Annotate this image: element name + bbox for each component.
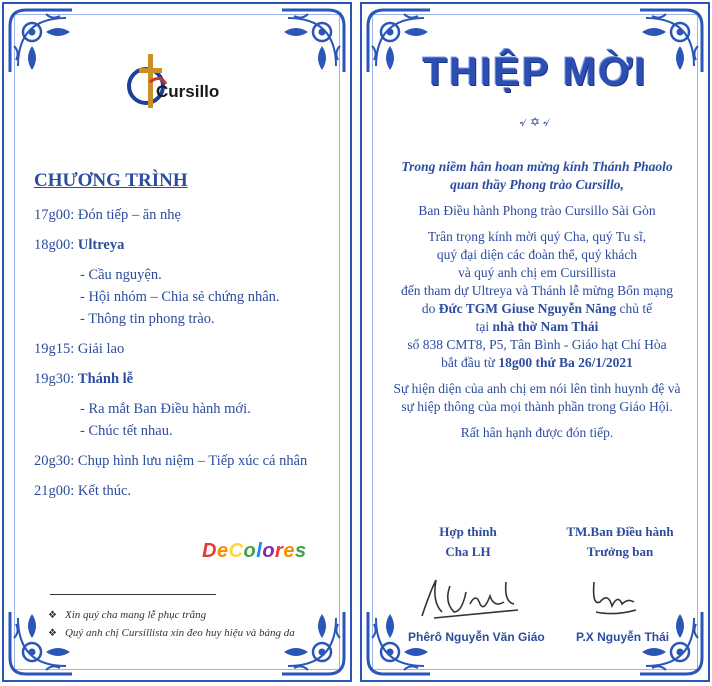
program-panel: [2, 2, 352, 682]
schedule-subitem: - Ra mắt Ban Điều hành mới.: [80, 401, 251, 417]
signatory-right-name: P.X Nguyễn Thái: [576, 630, 670, 644]
schedule-subitem: - Cầu nguyện.: [80, 267, 162, 283]
celebrant-line: do Đức TGM Giuse Nguyễn Năng chủ tế: [421, 301, 653, 316]
schedule-time: 21g00:: [34, 483, 78, 499]
schedule-item: [34, 338, 334, 360]
schedule-subitem: - Thông tin phong trào.: [80, 311, 215, 327]
schedule-list: [34, 204, 334, 510]
signatory-right: TM.Ban Điều hành Trưởng ban: [566, 524, 674, 559]
schedule-time: 19g30:: [34, 371, 78, 387]
decolores-letter: o: [262, 540, 276, 562]
start-time-line: bắt đầu từ 18g00 thứ Ba 26/1/2021: [441, 355, 633, 370]
host-line: Ban Điều hành Phong trào Cursillo Sài Gòn: [418, 203, 656, 218]
intro-line: Trong niềm hân hoan mừng kính Thánh Phaolo: [401, 159, 673, 174]
schedule-time: 17g00:: [34, 207, 78, 223]
decolores-letter: l: [256, 540, 263, 562]
invite-line: và quý anh chị em Cursillista: [458, 265, 616, 280]
signatory-left: Hợp thỉnh Cha LH: [439, 524, 497, 559]
decolores-letter: D: [202, 540, 217, 562]
corner-ornament-icon: [278, 6, 348, 76]
schedule-time: 20g30:: [34, 453, 78, 469]
notes-list: [48, 606, 295, 642]
logo-text: Cursillo: [156, 82, 220, 101]
invite-line: quý đại diện các đoàn thể, quý khách: [436, 247, 638, 262]
decolores-letter: e: [216, 540, 229, 562]
ornamental-divider-icon: ৵ ✡ ৵: [519, 115, 551, 129]
signatory-left-name: Phêrô Nguyễn Văn Giáo: [408, 630, 545, 644]
diamond-bullet-icon: ❖: [48, 610, 57, 621]
decolores-letter: s: [294, 540, 307, 562]
notes-divider: [50, 594, 216, 595]
program-title: CHƯƠNG TRÌNH: [34, 170, 188, 191]
message-line: Sự hiện diện của anh chị em nói lên tình huynh đệ và: [393, 381, 681, 396]
signature-left-icon: [414, 572, 524, 622]
schedule-subitem: - Hội nhóm – Chia sẻ chứng nhân.: [80, 289, 280, 305]
schedule-item: [34, 234, 334, 256]
schedule-activity: Giải lao: [77, 341, 125, 357]
invite-line: Trân trọng kính mời quý Cha, quý Tu sĩ,: [427, 229, 647, 244]
decolores-letter: C: [228, 540, 244, 562]
decolores-letter: r: [275, 540, 284, 562]
schedule-activity: Chụp hình lưu niệm – Tiếp xúc cá nhân: [77, 453, 308, 469]
invite-line: đến tham dự Ultreya và Thánh lễ mừng Bổn mạng: [401, 283, 673, 298]
schedule-subitem: - Chúc tết nhau.: [80, 423, 173, 439]
decolores-wordmark: [202, 540, 307, 563]
schedule-activity: Thánh lễ: [77, 371, 134, 387]
schedule-item: [34, 480, 334, 502]
schedule-item: [34, 204, 334, 226]
schedule-item: [34, 450, 334, 472]
invitation-title: THIỆP MỜI: [422, 50, 648, 94]
message-line: sự hiệp thông của mọi thành phần trong Giáo Hội.: [401, 399, 673, 414]
welcome-line: Rất hân hạnh được đón tiếp.: [460, 425, 614, 440]
corner-ornament-icon: [6, 6, 76, 76]
schedule-activity: Ultreya: [77, 237, 125, 253]
intro-line: quan thầy Phong trào Cursillo,: [450, 177, 624, 192]
schedule-time: 18g00:: [34, 237, 78, 253]
invitation-body: [382, 158, 692, 442]
decolores-letter: o: [243, 540, 257, 562]
schedule-time: 19g15:: [34, 341, 78, 357]
address-line: số 838 CMT8, P5, Tân Bình - Giáo hạt Chí Hòa: [407, 337, 667, 352]
venue-line: tại nhà thờ Nam Thái: [475, 319, 599, 334]
invitation-panel: [360, 2, 710, 682]
decolores-letter: e: [283, 540, 295, 562]
diamond-bullet-icon: ❖: [48, 628, 57, 639]
cursillo-logo: [126, 52, 246, 112]
note-item: ❖ Quý anh chị Cursillista xin đeo huy hiệu và bảng da: [48, 627, 295, 639]
schedule-activity: Kết thúc.: [77, 483, 132, 499]
signature-right-icon: [584, 572, 644, 622]
schedule-item: [34, 368, 334, 390]
schedule-activity: Đón tiếp – ăn nhẹ: [77, 207, 181, 223]
note-item: ❖ Xin quý cha mang lễ phục trắng: [48, 609, 207, 621]
